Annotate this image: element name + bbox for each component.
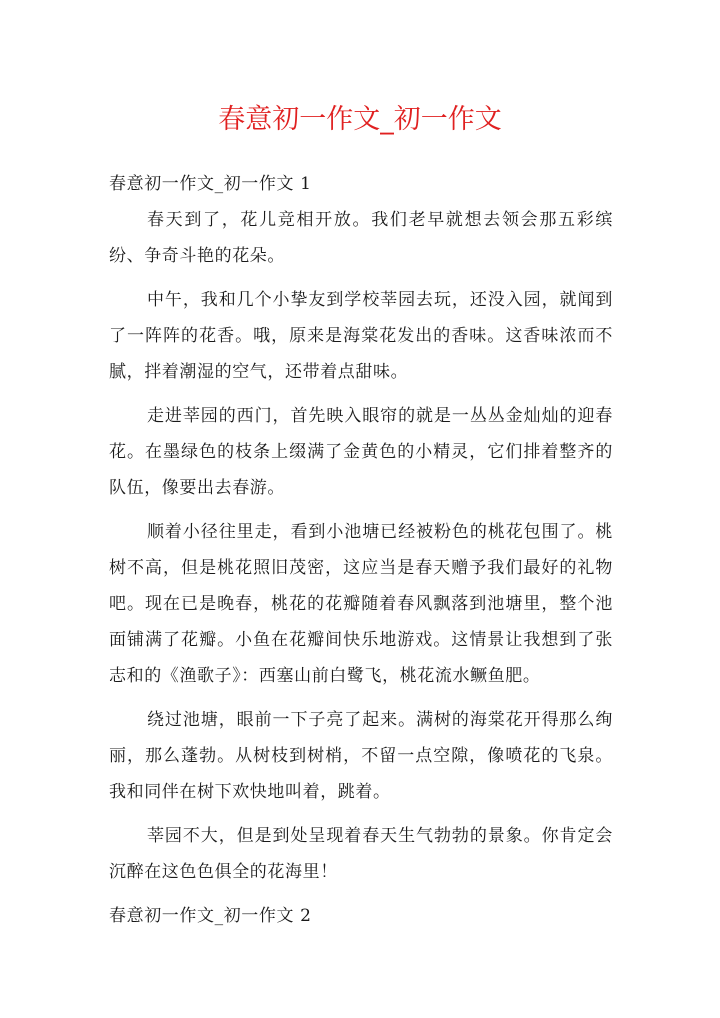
- section-heading-1: 春意初一作文_初一作文 1: [109, 174, 312, 194]
- section-heading-2: 春意初一作文_初一作文 2: [109, 906, 312, 926]
- paragraph-4: 顺着小径往里走，看到小池塘已经被粉色的桃花包围了。桃树不高，但是桃花照旧茂密，这应当是春天赠予我们最好的礼物吧。现在已是晚春，桃花的花瓣随着春风飘落到池塘里，整个池面铺满了花瓣。小鱼在花瓣间快乐地游戏。这情景让我想到了张志和的《渔歌子》：西塞山前白鹭飞，桃花流水鳜鱼肥。: [109, 522, 613, 686]
- paragraph-6: 莘园不大，但是到处呈现着春天生气勃勃的景象。你肯定会沉醉在这色色俱全的花海里！: [109, 826, 613, 882]
- page-title: 春意初一作文_初一作文: [218, 104, 502, 135]
- paragraph-3: 走进莘园的西门，首先映入眼帘的就是一丛丛金灿灿的迎春花。在墨绿色的枝条上缀满了金黄色的小精灵，它们排着整齐的队伍，像要出去春游。: [109, 406, 613, 498]
- document-body: [109, 166, 613, 934]
- paragraph-1: 春天到了，花儿竞相开放。我们老早就想去领会那五彩缤纷、争奇斗艳的花朵。: [109, 210, 613, 266]
- paragraph-5: 绕过池塘，眼前一下子亮了起来。满树的海棠花开得那么绚丽，那么蓬勃。从树枝到树梢，不留一点空隙，像喷花的飞泉。我和同伴在树下欢快地叫着，跳着。: [109, 710, 613, 802]
- paragraph-2: 中午，我和几个小挚友到学校莘园去玩，还没入园，就闻到了一阵阵的花香。哦，原来是海棠花发出的香味。这香味浓而不腻，拌着潮湿的空气，还带着点甜味。: [109, 290, 613, 382]
